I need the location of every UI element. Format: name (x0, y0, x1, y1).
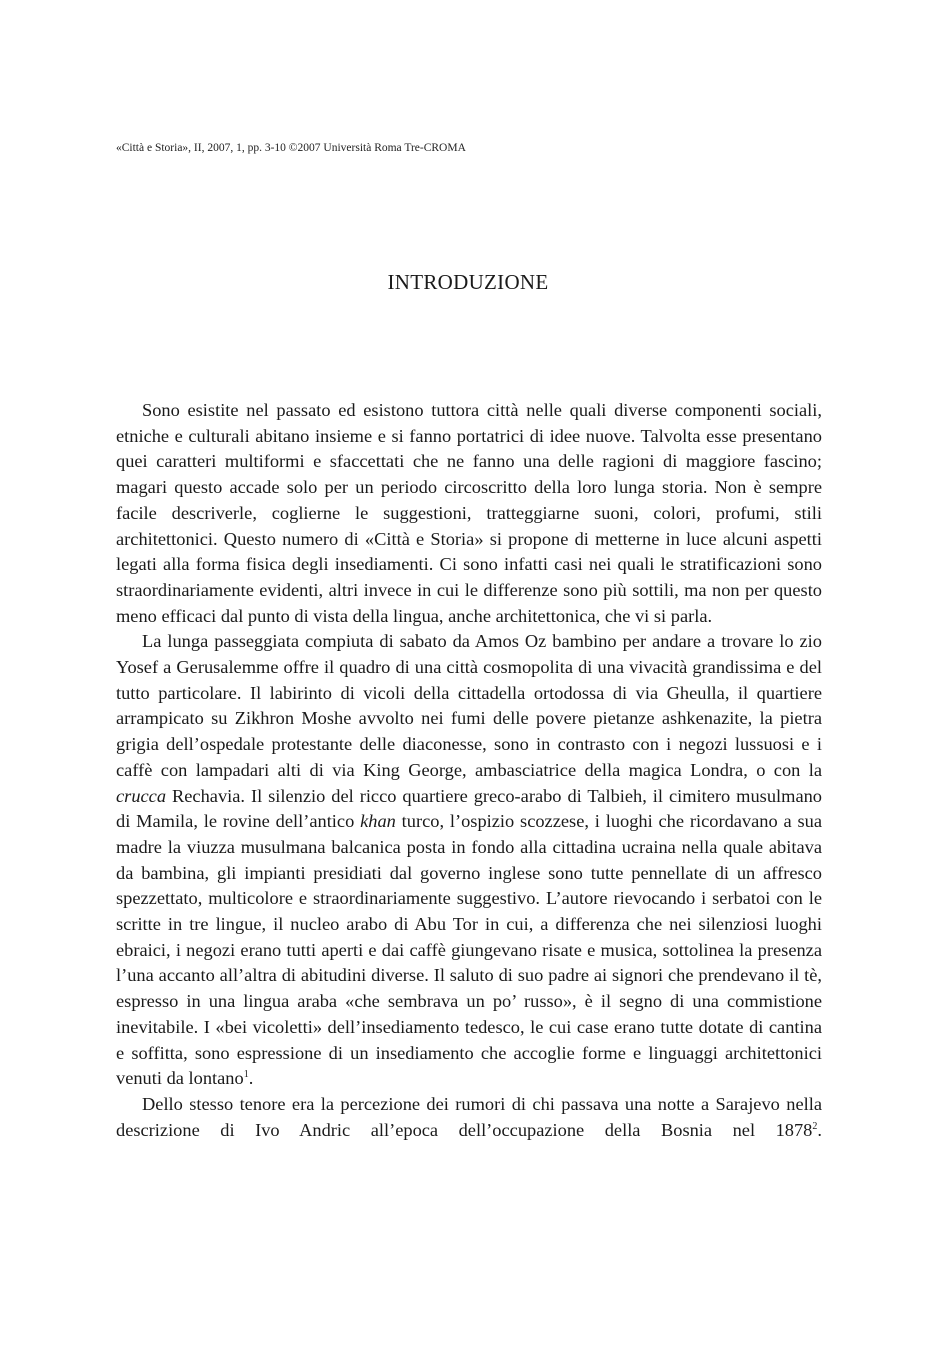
italic-term-crucca: crucca (116, 785, 167, 806)
paragraph-2-part-1: La lunga passeggiata compiuta di sabato da Amos Oz bambino per andare a trovare lo zio Yosef a Gerusalemme offre il quadro di una città cosmopolita di una vivacità grandissima e del tutto particolare. Il labirinto di vicoli della cittadella ortodossa di via Gheulla, il quartiere arrampicato su Zikhron Moshe avvolto nei fumi delle povere pietanze ashkenazite, la pietra grigia dell’ospedale protestante delle diaconesse, sono in contrasto con i negozi lussuosi e i caffè con lampadari alti di via King George, ambasciatrice della magica Londra, o con la (116, 631, 822, 780)
running-head: «Città e Storia», II, 2007, 1, pp. 3-10 ©2007 Università Roma Tre-CROMA (116, 142, 466, 154)
footnote-ref-2[interactable]: 2 (812, 1120, 818, 1132)
paragraph-3-text: Dello stesso tenore era la percezione dei rumori di chi passava una notte a Sarajevo nella descrizione di Ivo Andric all’epoca dell’occupazione della Bosnia nel 1878 (116, 1093, 822, 1140)
italic-term-khan: khan (360, 811, 396, 832)
paragraph-2-part-2: Rechavia. Il silenzio del ricco quartiere greco-arabo di Talbieh, il cimitero musulmano di Mamila, le rovine dell’antico (116, 785, 822, 832)
paragraph-1: Sono esistite nel passato ed esistono tuttora città nelle quali diverse componenti sociali, etniche e culturali abitano insieme e si fanno portatrici di idee nuove. Talvolta esse presentano quei caratteri multiformi e sfaccettati che ne fanno una delle ragioni di maggiore fascino; magari questo accade solo per un periodo circoscritto della loro lunga storia. Non è sempre facile descriverle, coglierne le suggestioni, tratteggiarne suoni, colori, profumi, stili architettonici. Questo numero di «Città e Storia» si propone di metterne in luce alcuni aspetti legati alla forma fisica degli insediamenti. Ci sono infatti casi nei quali le stratificazioni sono straordinariamente evidenti, altri invece in cui le differenze sono più sottili, ma non per questo meno efficaci dal punto di vista della lingua, anche architettonica, che vi si parla. (116, 400, 822, 626)
paragraph-3 (116, 1092, 822, 1143)
paragraph-3-end: . (817, 1119, 822, 1140)
paragraph-2-end: . (248, 1068, 254, 1089)
article-title: INTRODUZIONE (387, 270, 549, 294)
footnote-ref-1[interactable]: 1 (243, 1069, 249, 1081)
paragraph-2-part-3: turco, l’ospizio scozzese, i luoghi che ricordavano a sua madre la viuzza musulmana balcanica posta in fondo alla cittadina ucraina nella quale abitava da bambina, gli impianti presidiati dal governo inglese sono tutte pennellate di un affresco spezzettato, multicolore e straordinariamente suggestivo. L’autore rievocando i serbatoi con le scritte in tre lingue, il nucleo arabo di Abu Tor in cui, a differenza che nei silenziosi luoghi ebraici, i negozi erano tutti aperti e dai caffè giungevano risate e musica, sottolinea la presenza l’una accanto all’altra di abitudini diverse. Il saluto di suo padre ai signori che prendevano il tè, espresso in una lingua araba «che sembrava un po’ russo», è il segno di una commistione inevitabile. I «bei vicoletti» dell’insediamento tedesco, le cui case erano tutte dotate di cantina e soffitta, sono espressione di un insediamento che accoglie forme e linguaggi architettonici venuti da lontano (116, 811, 822, 1089)
paragraph-2 (116, 629, 822, 1092)
article-body (116, 398, 822, 1143)
